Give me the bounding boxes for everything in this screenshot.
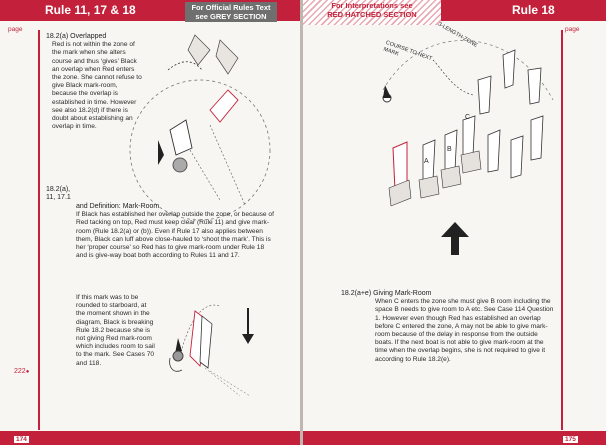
right-footer-bar <box>303 431 606 445</box>
boat-outside-3 <box>531 116 543 160</box>
interpretations-line1: For Interpretations see <box>331 1 413 10</box>
mark-buoy <box>173 158 187 172</box>
overlap-diagram <box>150 30 300 205</box>
course-arrow-line <box>433 60 473 95</box>
hull-c <box>461 151 481 173</box>
interpretations-line2: RED HATCHED SECTION <box>327 10 417 19</box>
section2-label-text: 18.2(a), 11, 17.1 <box>46 186 71 202</box>
boat-outside-1 <box>488 130 500 172</box>
lead-boat-3 <box>478 76 491 114</box>
boat-label-b: B <box>447 146 452 153</box>
wind-arrow-body <box>451 235 459 255</box>
wind-arrow-head-right <box>441 222 469 237</box>
wake-line <box>210 125 245 205</box>
margin-ref-dot-icon: ● <box>25 369 30 375</box>
official-rules-line2: see GREY SECTION <box>195 12 267 21</box>
wake-line-2 <box>190 150 220 200</box>
hull-a <box>419 176 439 198</box>
right-header-title: Rule 18 <box>512 3 555 17</box>
right-page-tag: page <box>565 26 580 33</box>
mark-buoy-small <box>173 351 183 361</box>
lead-boat-1 <box>503 50 515 88</box>
section2-body: If Black has established her overlap outside the zone, or because of Red tacking on top, Red must keep clear (Rule 11) and give mark-room (Rule 18.2(a) or (b)). Even if Rule 17 also applies between them, Black can luff above close-hauled to ‘shoot the mark’. This is her ‘proper course’ so Red has to give mark-room under Rule 18 and is give-way boat both according to Rules 11 and 17. <box>76 211 274 260</box>
zone-circle <box>130 80 270 220</box>
wake-a <box>210 371 250 396</box>
mark-room-body: When C enters the zone she must give B room including the space B needs to give room to A etc. See Case 114 Question 1. However even though Red has established an overlap before C entered the zone, A may not be able to give mark-room because of the delay in response from the outside boats. If the next boat is not able to give mark-room at the time when the overlap begins, she is not required to give it according to Rule 18.2(e). <box>375 298 554 363</box>
left-header-title: Rule 11, 17 & 18 <box>45 3 136 17</box>
section1-block <box>46 33 142 131</box>
black-boat <box>170 120 192 155</box>
hull-b <box>441 166 461 188</box>
mark-room-diagram <box>363 30 563 260</box>
boat-outside-2 <box>511 136 523 178</box>
official-rules-box <box>185 2 277 22</box>
section2-block <box>76 203 274 260</box>
left-margin-rule <box>38 30 40 430</box>
boat-ghost-2 <box>216 40 238 74</box>
boat-c <box>463 116 475 158</box>
red-boat <box>210 90 238 122</box>
lead-boat-2 <box>528 68 541 104</box>
interpretations-box <box>303 0 441 25</box>
section1-body: Red is not within the zone of the mark when she alters course and thus ‘gives’ Black an overlap when Red enters the zone. She cannot refuse to give Black mark-room, because the overlap is established in time. However see also 18.2(d) if there is doubt about establishing an overlap in time. <box>52 41 142 131</box>
boat-label-a: A <box>424 158 429 165</box>
course-label: COURSE TO NEXT MARK <box>382 39 433 63</box>
left-page-number: 174 <box>16 436 27 443</box>
mark-flag-right <box>383 85 391 98</box>
wind-arrow-head <box>242 334 254 344</box>
left-page-tag: page <box>8 26 23 33</box>
section2-label <box>46 186 76 202</box>
section2-heading: and Definition: Mark-Room <box>76 203 160 210</box>
section3-block <box>76 294 156 368</box>
mark-room-section <box>341 290 557 364</box>
shoot-mark-diagram <box>160 296 270 396</box>
hull-red <box>389 180 411 206</box>
black-boat-luff <box>200 316 212 368</box>
left-page <box>0 0 300 445</box>
margin-reference <box>14 368 29 375</box>
official-rules-line1: For Official Rules Text <box>191 3 271 12</box>
mark-room-heading: 18.2(a+e) Giving Mark-Room <box>341 290 432 297</box>
zone-label: 3-LENGTH-ZONE <box>436 21 479 49</box>
mark-sail <box>158 140 164 165</box>
left-footer-bar <box>0 431 300 445</box>
margin-ref-number: 222 <box>14 368 26 375</box>
wake-b <box>205 368 240 396</box>
right-page-number: 175 <box>565 436 576 443</box>
black-boat-ghost <box>188 35 210 65</box>
section3-body: If this mark was to be rounded to starboard, at the moment shown in the diagram, Black is breaking Rule 18.2 because she is not giving Red mark-room which includes room to sail to the mark. See Cases 70 and 118. <box>76 294 155 367</box>
right-page <box>303 0 606 445</box>
boat-label-c: C <box>465 114 471 121</box>
section1-heading: 18.2(a) Overlapped <box>46 33 107 40</box>
